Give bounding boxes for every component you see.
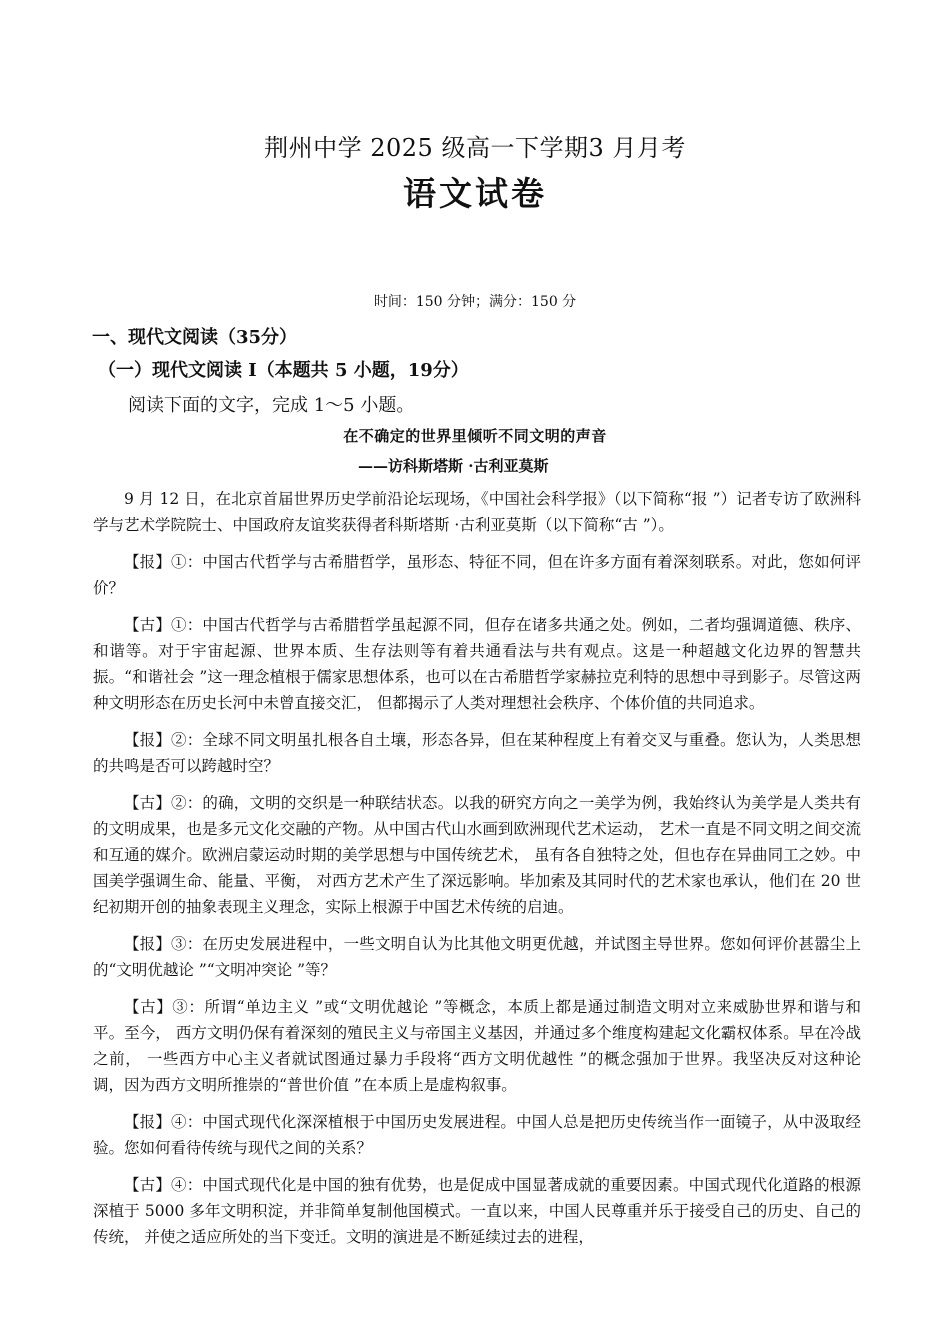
subsection-heading: （一）现代文阅读 I（本题共 5 小题，19分） — [98, 360, 469, 381]
article-paragraph-answer-2: 【古】②：的确，文明的交织是一种联结状态。以我的研究方向之一美学为例，我始终认为美学是人类共有的文明成果，也是多元文化交融的产物。从中国古代山水画到欧洲现代艺术运动， 艺术一直是不同文明之间交流和互通的媒介。欧洲启蒙运动时期的美学思想与中国传统艺术， 虽有各自独特之处，但也存在异曲同工之妙。中国美学强调生命、能量、平衡， 对西方艺术产生了深远影响。毕加索及其同时代的艺术家也承认，他们在 20 世纪初期开创的抽象表现主义理念，实际上根源于中国艺术传统的启迪。 — [93, 794, 861, 916]
article-title: 在不确定的世界里倾听不同文明的声音 — [343, 427, 607, 445]
article-subtitle: ——访科斯塔斯 ·古利亚莫斯 — [358, 457, 549, 475]
article-paragraph-question-3: 【报】③：在历史发展进程中，一些文明自认为比其他文明更优越，并试图主导世界。您如何评价甚嚣尘上的“文明优越论 ”“文明冲突论 ”等？ — [93, 935, 861, 979]
article-paragraph-question-4: 【报】④：中国式现代化深深植根于中国历史发展进程。中国人总是把历史传统当作一面镜子，从中汲取经验。您如何看待传统与现代之间的关系？ — [93, 1113, 861, 1157]
article-paragraph-answer-4: 【古】④：中国式现代化是中国的独有优势，也是促成中国显著成就的重要因素。中国式现代化道路的根源深植于 5000 多年文明积淀，并非简单复制他国模式。一直以来，中国人民尊重并乐于接受自己的历史、自己的传统， 并使之适应所处的当下变迁。文明的演进是不断延续过去的进程， — [93, 1176, 861, 1246]
article-paragraph-question-1: 【报】①：中国古代哲学与古希腊哲学，虽形态、特征不同，但在许多方面有着深刻联系。对此，您如何评价？ — [93, 553, 861, 597]
school-exam-line: 荆州中学 2025 级高一下学期3 月月考 — [264, 134, 686, 162]
article-body — [93, 486, 861, 1261]
exam-title: 语文试卷 — [403, 174, 547, 213]
exam-time-score-info: 时间：150 分钟；满分：150 分 — [373, 294, 577, 310]
article-paragraph-question-2: 【报】②：全球不同文明虽扎根各自土壤，形态各异，但在某种程度上有着交叉与重叠。您认为，人类思想的共鸣是否可以跨越时空？ — [93, 731, 861, 775]
article-paragraph-answer-1: 【古】①：中国古代哲学与古希腊哲学虽起源不同，但存在诸多共通之处。例如，二者均强调道德、秩序、和谐等。对于宇宙起源、世界本质、生存法则等有着共通看法与共有观点。这是一种超越文化边界的智慧共振。“和谐社会 ”这一理念植根于儒家思想体系，也可以在古希腊哲学家赫拉克利特的思想中寻到影子。尽管这两种文明形态在历史长河中未曾直接交汇， 但都揭示了人类对理想社会秩序、个体价值的共同追求。 — [93, 616, 861, 712]
reading-instruction: 阅读下面的文字，完成 1～5 小题。 — [128, 395, 415, 416]
article-paragraph-intro: 9 月 12 日，在北京首届世界历史学前沿论坛现场，《中国社会科学报》（以下简称“报 ”）记者专访了欧洲科学与艺术学院院士、中国政府友谊奖获得者科斯塔斯 ·古利亚莫斯（以下简称“古 ”）。 — [93, 490, 861, 534]
section-heading: 一、现代文阅读（35分） — [92, 327, 298, 348]
article-paragraph-answer-3: 【古】③：所谓“单边主义 ”或“文明优越论 ”等概念，本质上都是通过制造文明对立来威胁世界和谐与和平。至今， 西方文明仍保有着深刻的殖民主义与帝国主义基因，并通过多个维度构建起文化霸权体系。早在冷战之前， 一些西方中心主义者就试图通过暴力手段将“西方文明优越性 ”的概念强加于世界。我坚决反对这种论调，因为西方文明所推崇的“普世价值 ”在本质上是虚构叙事。 — [93, 998, 861, 1094]
